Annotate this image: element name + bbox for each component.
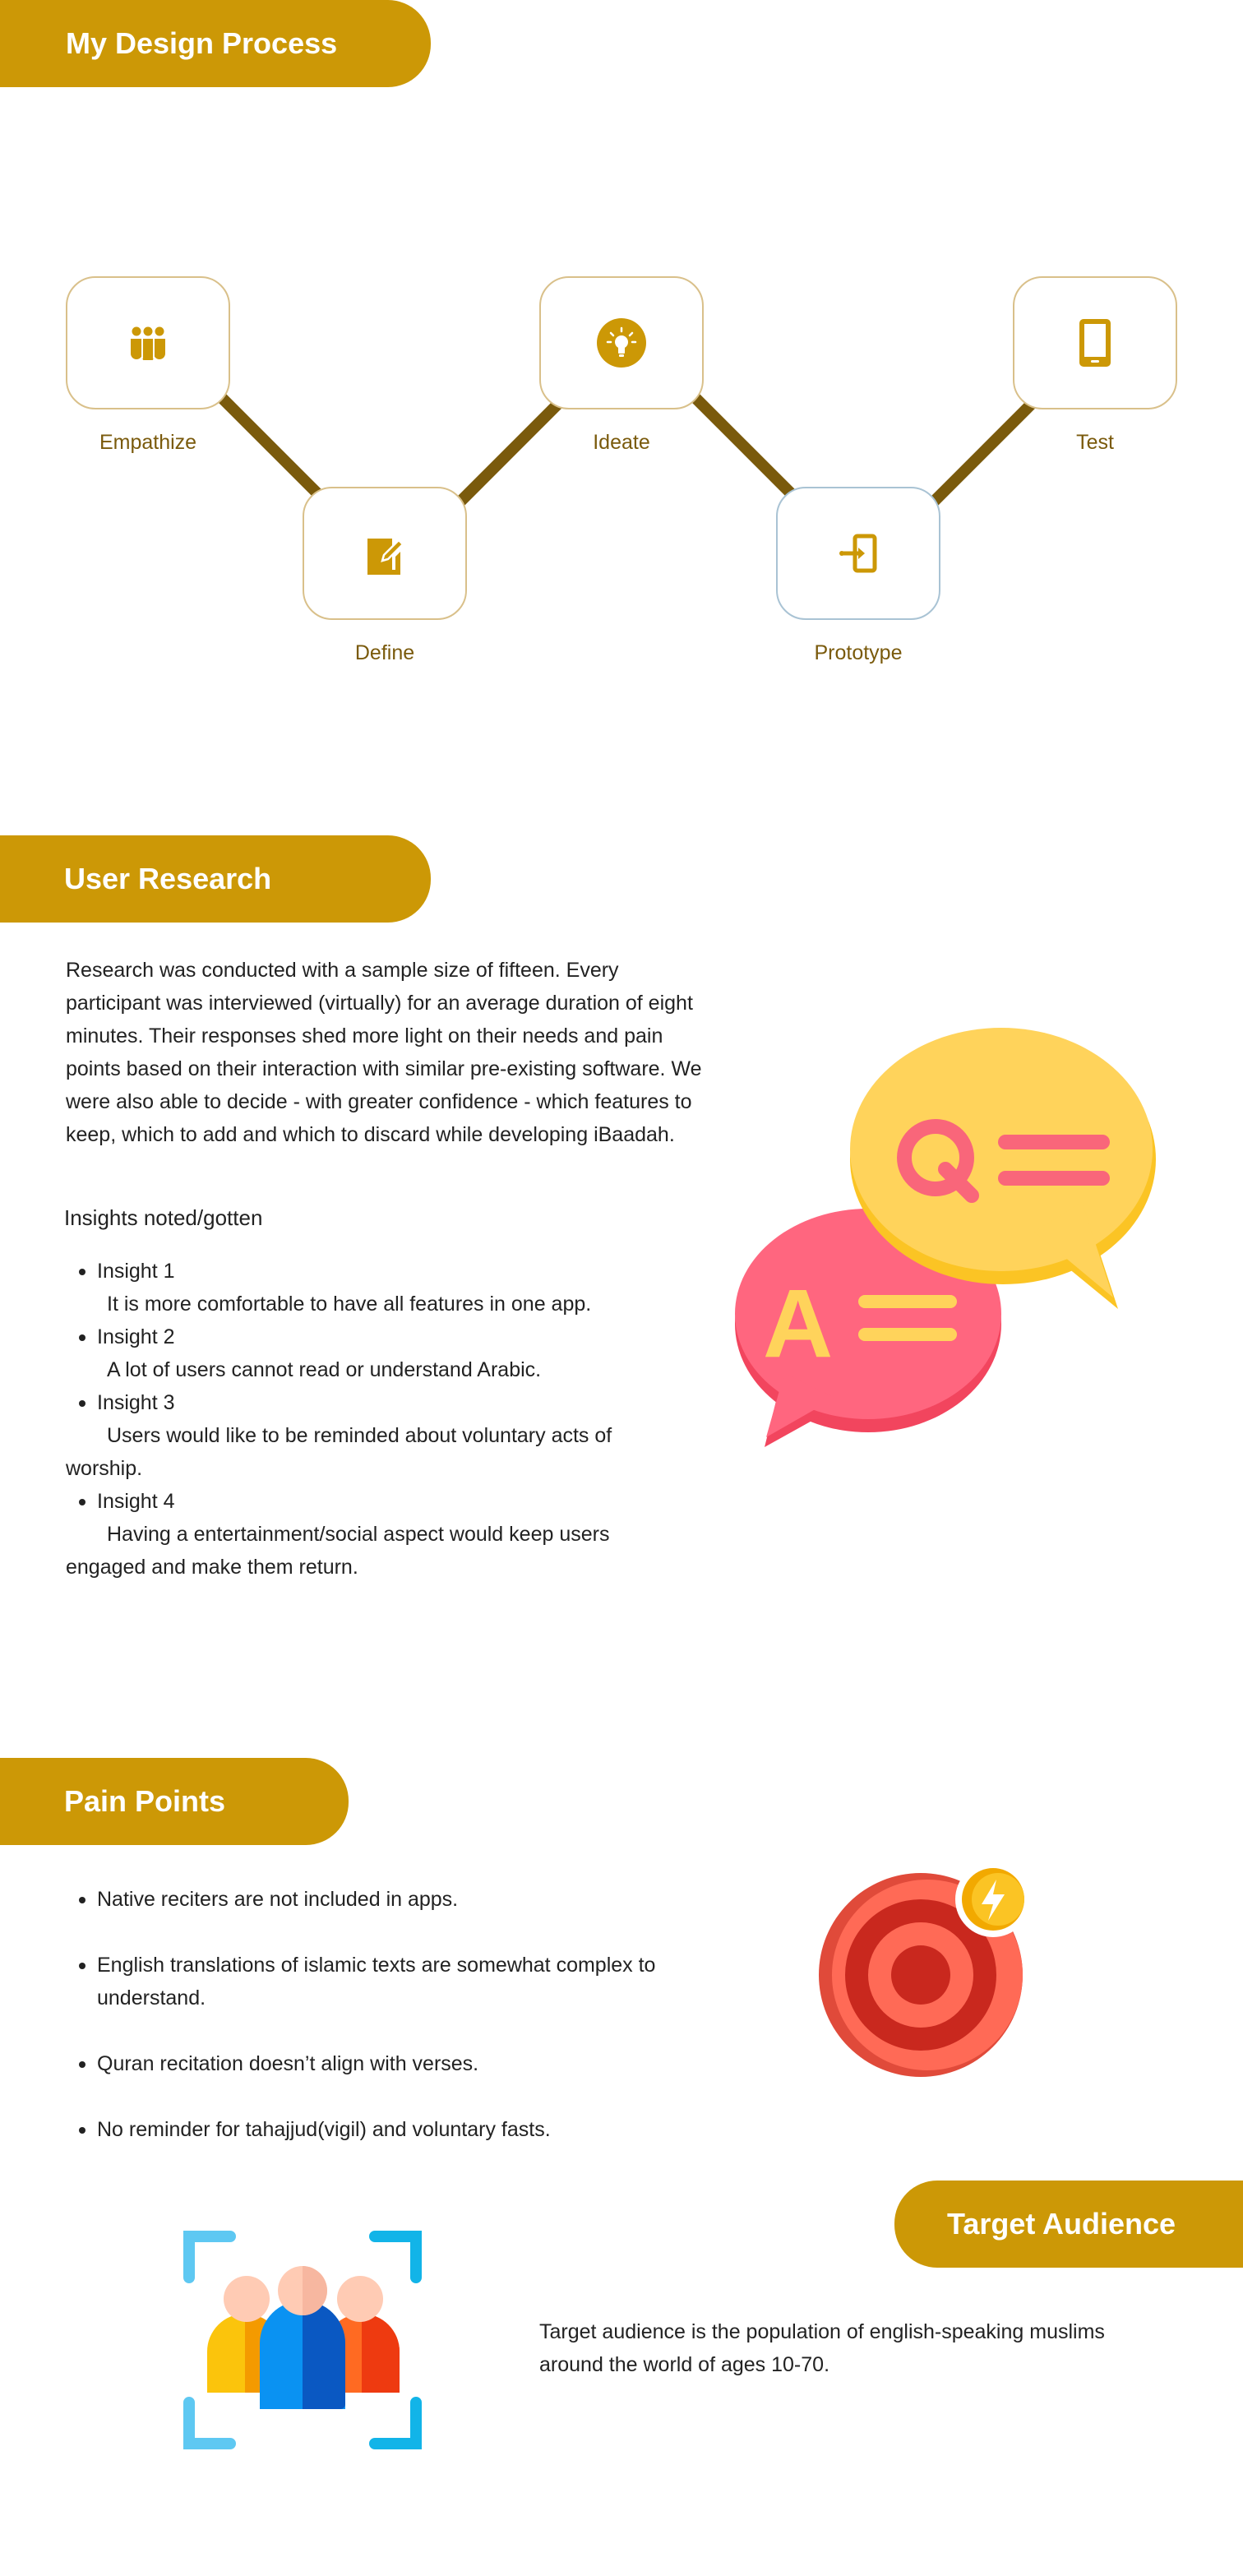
step-test <box>1013 276 1177 409</box>
insight-item <box>66 1386 674 1485</box>
user-research-title <box>0 835 431 923</box>
step-ideate <box>539 276 704 409</box>
insight-detail: A lot of users cannot read or understand Arabic. <box>107 1358 542 1381</box>
design-process-title-text: My Design Process <box>66 26 338 60</box>
login-icon <box>839 533 878 574</box>
pain-point-text: No reminder for tahajjud(vigil) and voluntary fasts. <box>97 2118 551 2141</box>
edit-icon <box>366 532 404 575</box>
step-label-test: Test <box>1076 431 1114 454</box>
insights-list <box>66 1255 674 1584</box>
qa-chat-illustration <box>723 1020 1167 1464</box>
bullet-dot <box>79 1400 85 1407</box>
pain-points-title <box>0 1758 349 1845</box>
bullet-dot <box>79 2127 85 2134</box>
insight-item <box>66 1255 674 1320</box>
lightbulb-icon <box>596 317 647 368</box>
insight-title: Insight 2 <box>97 1325 175 1348</box>
target-audience-illustration <box>181 2228 427 2453</box>
insights-heading: Insights noted/gotten <box>64 1205 263 1230</box>
insight-detail: It is more comfortable to have all features in one app. <box>107 1293 592 1316</box>
bullet-dot <box>79 1897 85 1903</box>
step-label-ideate: Ideate <box>593 431 650 454</box>
step-empathize <box>66 276 230 409</box>
bullet-dot <box>79 1269 85 1275</box>
pain-point-item <box>66 1883 723 1916</box>
insight-item <box>66 1320 674 1386</box>
bullet-dot <box>79 1334 85 1341</box>
answer-letter: A <box>763 1270 834 1378</box>
pain-point-item <box>66 2113 723 2146</box>
pain-point-text: English translations of islamic texts are somewhat complex to understand. <box>97 1954 656 2009</box>
insight-title: Insight 4 <box>97 1490 175 1513</box>
step-label-prototype: Prototype <box>814 641 903 664</box>
pain-point-text: Native reciters are not included in apps. <box>97 1888 459 1911</box>
insight-detail: Users would like to be reminded about voluntary acts of worship. <box>66 1424 612 1480</box>
insight-title: Insight 3 <box>97 1391 175 1414</box>
step-label-empathize: Empathize <box>99 431 197 454</box>
target-audience-paragraph: Target audience is the population of english-speaking muslims around the world of ages 10-70. <box>539 2320 1105 2376</box>
insight-title: Insight 1 <box>97 1260 175 1283</box>
insight-detail: Having a entertainment/social aspect would keep users engaged and make them return. <box>66 1523 610 1579</box>
users-icon <box>129 326 167 360</box>
target-bolt-icon <box>814 1860 1036 2082</box>
user-research-title-text: User Research <box>64 862 272 895</box>
pain-points-title-text: Pain Points <box>64 1784 226 1818</box>
bullet-dot <box>79 2061 85 2068</box>
insight-item <box>66 1485 674 1584</box>
target-audience-title-text: Target Audience <box>947 2207 1176 2241</box>
pain-point-item <box>66 1949 723 2014</box>
step-prototype <box>776 487 940 620</box>
step-define <box>303 487 467 620</box>
pain-point-item <box>66 2047 723 2080</box>
step-label-define: Define <box>354 641 415 664</box>
research-paragraph: Research was conducted with a sample size of fifteen. Every participant was interviewed (virtually) for an average duration of eight minutes. Their responses shed more light on their needs and pain points based on their interaction with similar pre-existing software. We were also able to decide - with greater confidence - which features to keep, which to add and which to discard while developing iBaadah. <box>66 959 702 1146</box>
mobile-icon <box>1078 317 1112 368</box>
bullet-dot <box>79 1963 85 1969</box>
pain-points-list <box>66 1883 723 2179</box>
bullet-dot <box>79 1499 85 1505</box>
pain-point-text: Quran recitation doesn’t align with verses. <box>97 2052 479 2075</box>
target-audience-title <box>894 2181 1243 2268</box>
